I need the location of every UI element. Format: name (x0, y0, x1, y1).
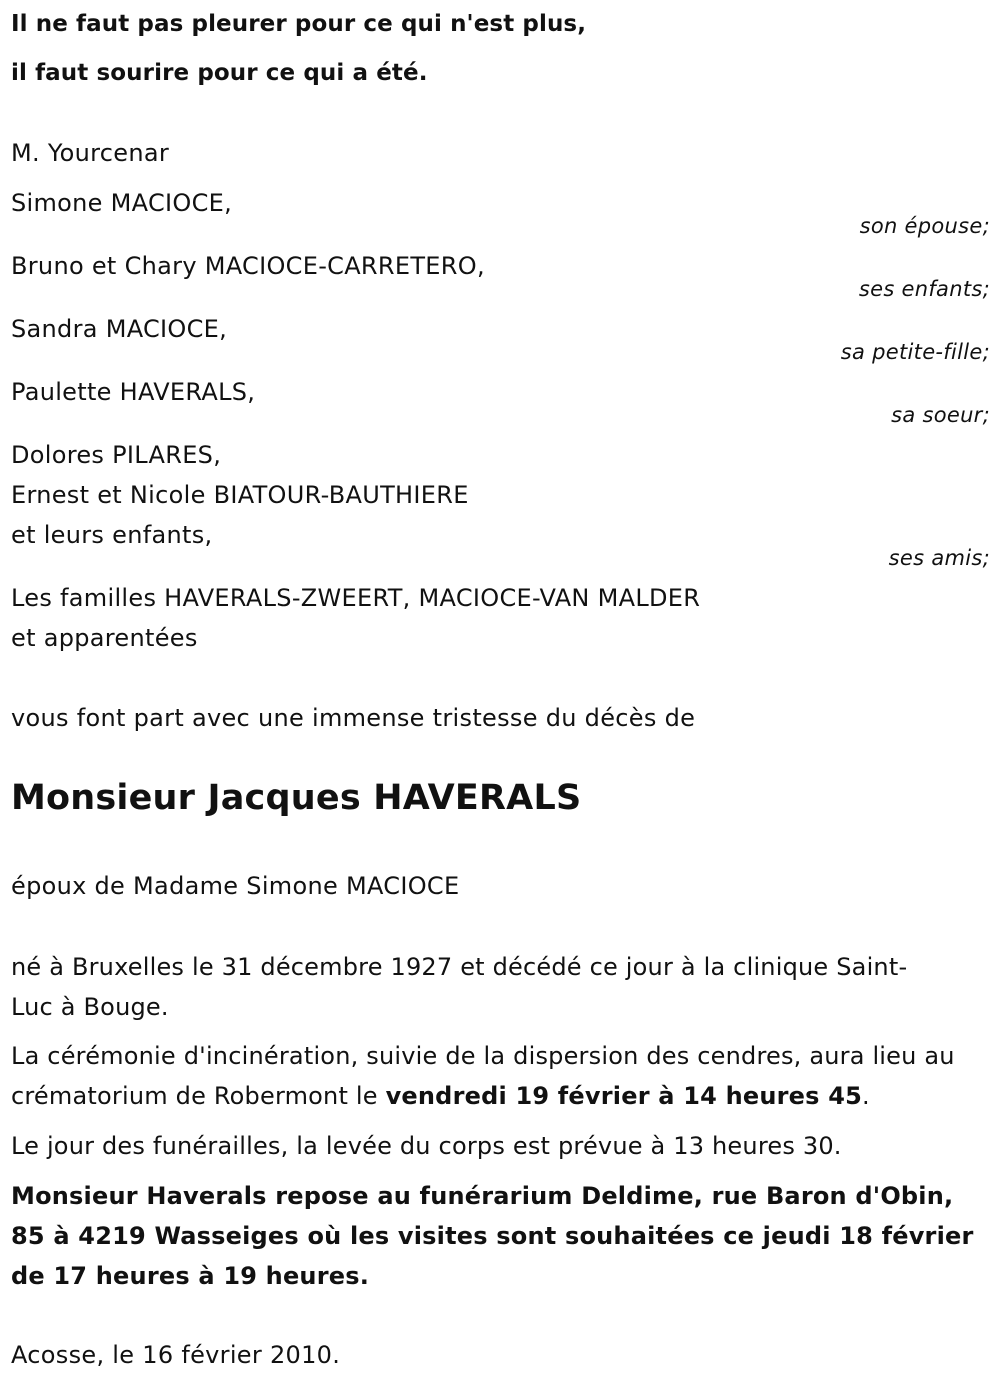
family-role: ses enfants; (858, 277, 990, 301)
family-name: Les familles HAVERALS-ZWEERT, MACIOCE-VAN MALDER (11, 584, 701, 612)
ceremony-suffix: . (862, 1082, 870, 1110)
deceased-spouse: époux de Madame Simone MACIOCE (11, 872, 460, 900)
levee-paragraph: Le jour des funérailles, la levée du corps est prévue à 13 heures 30. (11, 1132, 842, 1160)
family-name: Dolores PILARES, (11, 441, 222, 469)
family-role: sa soeur; (891, 403, 990, 427)
family-role: son épouse; (859, 214, 990, 238)
ceremony-paragraph (11, 1036, 996, 1116)
family-name: Simone MACIOCE, (11, 189, 233, 217)
ceremony-date: vendredi 19 février à 14 heures 45 (385, 1082, 862, 1110)
signature-place-date: Acosse, le 16 février 2010. (11, 1341, 341, 1369)
quote-author: M. Yourcenar (11, 139, 170, 167)
family-name: Paulette HAVERALS, (11, 378, 256, 406)
ceremony-text: La cérémonie d'incinération, suivie de la dispersion des cendres, aura lieu au crématorium de Robermont le (11, 1042, 955, 1110)
quote-line-1: Il ne faut pas pleurer pour ce qui n'est plus, (11, 11, 587, 37)
visits-paragraph: Monsieur Haverals repose au funérarium Deldime, rue Baron d'Obin, 85 à 4219 Wasseiges où les visites sont souhaitées ce jeudi 18 février de 17 heures à 19 heures. (11, 1182, 974, 1290)
announcement-text: vous font part avec une immense tristesse du décès de (11, 704, 696, 732)
family-role: ses amis; (888, 546, 990, 570)
family-name: Bruno et Chary MACIOCE-CARRETERO, (11, 252, 485, 280)
family-role: sa petite-fille; (840, 340, 990, 364)
family-name: et apparentées (11, 624, 198, 652)
family-name: Ernest et Nicole BIATOUR-BAUTHIERE (11, 481, 469, 509)
quote-line-2: il faut sourire pour ce qui a été. (11, 60, 428, 86)
family-name: Sandra MACIOCE, (11, 315, 228, 343)
family-name: et leurs enfants, (11, 521, 213, 549)
deceased-name: Monsieur Jacques HAVERALS (11, 778, 582, 818)
birth-death-paragraph: né à Bruxelles le 31 décembre 1927 et décédé ce jour à la clinique Saint-Luc à Bouge. (11, 953, 908, 1021)
